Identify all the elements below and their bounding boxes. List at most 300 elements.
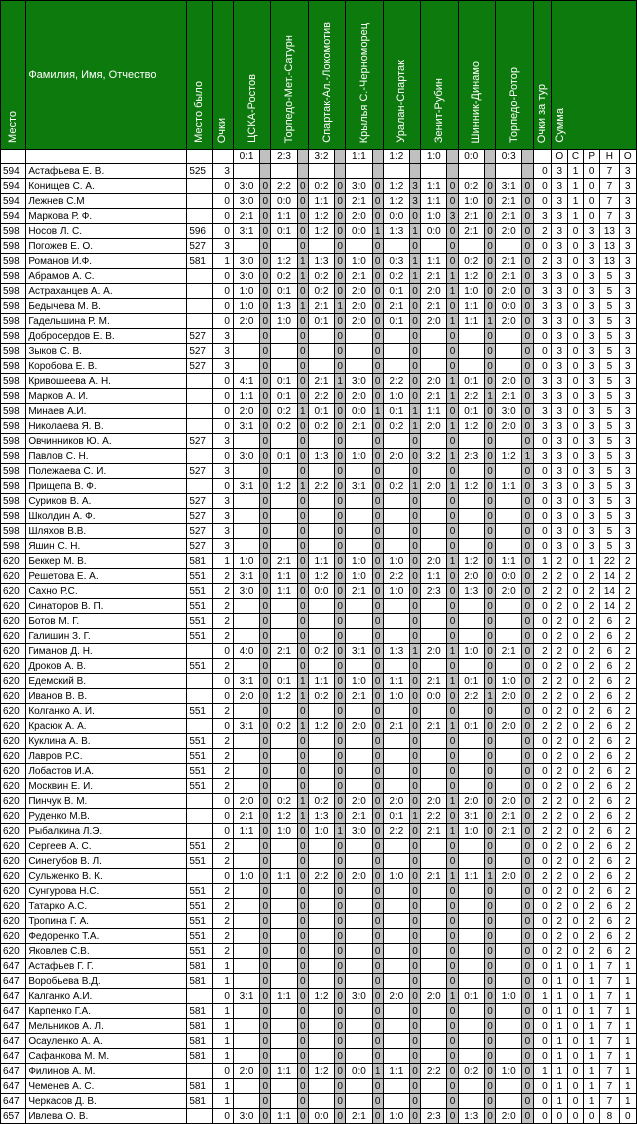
- match-points-cell: 0: [410, 749, 421, 764]
- stat-cell: 0: [567, 1034, 583, 1049]
- match-points-cell: 0: [410, 1094, 421, 1109]
- match-points-cell: 0: [522, 419, 533, 434]
- stat-cell: 0: [567, 1064, 583, 1079]
- place-cell: 598: [1, 434, 26, 449]
- prediction-cell: 0:2: [458, 254, 484, 269]
- stat-cell: 1: [619, 1049, 636, 1064]
- match-points-cell: 0: [297, 359, 308, 374]
- prediction-cell: [383, 1094, 409, 1109]
- match-points-cell: 0: [410, 764, 421, 779]
- prev-place-cell: 527: [187, 539, 212, 554]
- prediction-cell: 2:0: [421, 314, 447, 329]
- prediction-cell: [421, 1034, 447, 1049]
- prediction-cell: [383, 164, 409, 179]
- prediction-cell: 1:1: [271, 1064, 297, 1079]
- name-cell: Овчинников Ю. А.: [26, 434, 187, 449]
- stat-cell: 2: [619, 824, 636, 839]
- prediction-cell: [271, 929, 297, 944]
- prediction-cell: [421, 599, 447, 614]
- stat-cell: 0: [567, 1049, 583, 1064]
- place-cell: 598: [1, 269, 26, 284]
- match-points-cell: 0: [260, 509, 271, 524]
- match-points-cell: 0: [484, 209, 495, 224]
- stat-cell: 3: [619, 539, 636, 554]
- match-points-cell: 0: [410, 389, 421, 404]
- stat-cell: 3: [619, 179, 636, 194]
- prediction-cell: [346, 1079, 372, 1094]
- match-points-cell: 0: [484, 284, 495, 299]
- prediction-cell: 1:1: [458, 314, 484, 329]
- stat-cell: 6: [600, 674, 619, 689]
- prediction-cell: [421, 359, 447, 374]
- points-cell: 2: [212, 584, 233, 599]
- stat-cell: 6: [600, 869, 619, 884]
- place-cell: 620: [1, 689, 26, 704]
- prediction-cell: [233, 914, 259, 929]
- place-cell: 594: [1, 179, 26, 194]
- table-row: [1, 674, 637, 689]
- prediction-cell: 1:2: [271, 689, 297, 704]
- match-points-cell: 0: [260, 389, 271, 404]
- prev-place-cell: 596: [187, 224, 212, 239]
- match-points-cell: 0: [297, 869, 308, 884]
- prediction-cell: 2:0: [496, 1109, 522, 1124]
- match-points-cell: 0: [447, 329, 458, 344]
- stat-cell: 6: [600, 704, 619, 719]
- prediction-cell: 1:0: [346, 674, 372, 689]
- prediction-cell: 3:1: [346, 644, 372, 659]
- match-points-cell: 0: [410, 974, 421, 989]
- stat-cell: 2: [584, 584, 600, 599]
- match-points-cell: 0: [484, 989, 495, 1004]
- prediction-cell: 0:1: [271, 449, 297, 464]
- match-points-cell: 0: [372, 869, 383, 884]
- match-points-cell: 0: [297, 614, 308, 629]
- prediction-cell: [271, 524, 297, 539]
- prediction-cell: [233, 749, 259, 764]
- prev-place-cell: [187, 1064, 212, 1079]
- name-cell: Тропина Г. А.: [26, 914, 187, 929]
- match-points-cell: 0: [335, 869, 346, 884]
- match-points-cell: 0: [484, 194, 495, 209]
- prediction-cell: [496, 884, 522, 899]
- match-points-cell: 0: [484, 404, 495, 419]
- match-points-cell: 0: [522, 929, 533, 944]
- prediction-cell: 1:2: [308, 1064, 334, 1079]
- stat-cell: 3: [551, 539, 567, 554]
- match-points-cell: 0: [260, 1094, 271, 1109]
- prediction-cell: [383, 494, 409, 509]
- place-cell: 620: [1, 854, 26, 869]
- prediction-cell: 2:1: [233, 809, 259, 824]
- stat-cell: 2: [584, 569, 600, 584]
- stat-cell: 2: [551, 569, 567, 584]
- prediction-cell: 3:0: [233, 269, 259, 284]
- stat-cell: 0: [584, 1109, 600, 1124]
- stat-cell: 6: [600, 884, 619, 899]
- points-cell: 3: [212, 524, 233, 539]
- prediction-cell: 3:1: [233, 419, 259, 434]
- stat-cell: 0: [567, 809, 583, 824]
- stat-cell: 2: [551, 794, 567, 809]
- prediction-cell: 2:1: [346, 689, 372, 704]
- match-points-cell: 0: [447, 494, 458, 509]
- stat-cell: 0: [567, 329, 583, 344]
- stat-cell: 7: [600, 989, 619, 1004]
- prediction-cell: [458, 959, 484, 974]
- match-points-cell: 0: [447, 1034, 458, 1049]
- stat-cell: 0: [567, 959, 583, 974]
- stat-cell: 0: [584, 194, 600, 209]
- stat-cell: 2: [619, 704, 636, 719]
- place-cell: 620: [1, 914, 26, 929]
- prediction-cell: [271, 764, 297, 779]
- stat-cell: 3: [551, 179, 567, 194]
- place-cell: 620: [1, 629, 26, 644]
- prev-place-cell: 551: [187, 944, 212, 959]
- prediction-cell: 3:1: [233, 224, 259, 239]
- stat-header: Н: [600, 150, 619, 164]
- prediction-cell: 2:0: [346, 869, 372, 884]
- prediction-cell: [458, 734, 484, 749]
- tour-points-cell: 0: [533, 599, 551, 614]
- stat-cell: 1: [551, 1064, 567, 1079]
- name-cell: Татарко А.С.: [26, 899, 187, 914]
- prediction-cell: [346, 914, 372, 929]
- tour-points-cell: 3: [533, 404, 551, 419]
- match-points-cell: 0: [522, 599, 533, 614]
- prediction-cell: [346, 1049, 372, 1064]
- prediction-cell: 2:0: [346, 389, 372, 404]
- match-points-cell: 0: [297, 464, 308, 479]
- stat-cell: 3: [551, 434, 567, 449]
- match-points-cell: 0: [260, 629, 271, 644]
- match-points-cell: 0: [260, 1049, 271, 1064]
- prediction-cell: [421, 239, 447, 254]
- prediction-cell: [308, 434, 334, 449]
- match-points-cell: 0: [372, 389, 383, 404]
- prediction-cell: [421, 629, 447, 644]
- prediction-cell: 1:1: [271, 569, 297, 584]
- match-points-cell: 0: [297, 224, 308, 239]
- prediction-cell: [271, 974, 297, 989]
- place-cell: 620: [1, 779, 26, 794]
- prediction-cell: 2:1: [383, 719, 409, 734]
- stat-cell: 2: [619, 944, 636, 959]
- prediction-cell: [421, 1094, 447, 1109]
- prediction-cell: 1:0: [346, 449, 372, 464]
- prev-place-cell: [187, 209, 212, 224]
- match-points-cell: 0: [297, 1109, 308, 1124]
- place-cell: 647: [1, 974, 26, 989]
- stat-cell: 3: [551, 389, 567, 404]
- match-points-cell: 0: [260, 209, 271, 224]
- stat-cell: 3: [619, 374, 636, 389]
- place-cell: 598: [1, 284, 26, 299]
- table-row: [1, 824, 637, 839]
- name-cell: Яковлев С.В.: [26, 944, 187, 959]
- match-points-cell: 0: [372, 524, 383, 539]
- actual-score: 1:0: [421, 150, 447, 164]
- match-points-cell: 0: [260, 719, 271, 734]
- prediction-cell: 1:2: [271, 254, 297, 269]
- stat-cell: 1: [619, 1094, 636, 1109]
- prediction-cell: 1:0: [421, 209, 447, 224]
- stat-cell: 5: [600, 464, 619, 479]
- match-points-cell: 0: [372, 824, 383, 839]
- stat-cell: 5: [600, 329, 619, 344]
- prediction-cell: [421, 884, 447, 899]
- stat-cell: 2: [551, 659, 567, 674]
- match-points-cell: 0: [335, 509, 346, 524]
- stat-cell: 6: [600, 839, 619, 854]
- stat-cell: 2: [584, 644, 600, 659]
- points-cell: 3: [212, 329, 233, 344]
- match-points-cell: 1: [447, 989, 458, 1004]
- prediction-cell: 2:3: [458, 449, 484, 464]
- header-match-3: Спартак-Ал.-Локомотив: [308, 1, 345, 150]
- prediction-cell: 1:0: [496, 989, 522, 1004]
- match-points-cell: 0: [372, 329, 383, 344]
- name-cell: Руденко М.В.: [26, 809, 187, 824]
- prediction-cell: 1:0: [233, 299, 259, 314]
- prediction-cell: 0:1: [458, 374, 484, 389]
- tour-points-cell: 0: [533, 764, 551, 779]
- stat-cell: 1: [619, 1034, 636, 1049]
- tour-points-cell: 0: [533, 164, 551, 179]
- match-points-cell: 0: [484, 794, 495, 809]
- prediction-cell: [346, 839, 372, 854]
- stat-cell: 0: [551, 1109, 567, 1124]
- prediction-cell: 3:0: [233, 1109, 259, 1124]
- stat-cell: 5: [600, 269, 619, 284]
- stat-cell: 2: [619, 884, 636, 899]
- prediction-cell: 2:1: [346, 809, 372, 824]
- prediction-cell: [308, 509, 334, 524]
- actual-score: 3:2: [308, 150, 334, 164]
- match-points-cell: 0: [260, 419, 271, 434]
- stat-cell: 3: [584, 344, 600, 359]
- stat-cell: 1: [584, 959, 600, 974]
- stat-cell: 2: [584, 689, 600, 704]
- match-points-cell: 0: [522, 944, 533, 959]
- stat-cell: 0: [567, 554, 583, 569]
- match-points-cell: 0: [260, 794, 271, 809]
- match-points-cell: 0: [447, 659, 458, 674]
- stat-cell: 7: [600, 974, 619, 989]
- stat-cell: 7: [600, 164, 619, 179]
- prediction-cell: [308, 539, 334, 554]
- place-cell: 620: [1, 809, 26, 824]
- prediction-cell: 1:0: [383, 554, 409, 569]
- stat-cell: 3: [619, 449, 636, 464]
- stat-cell: 0: [567, 314, 583, 329]
- stat-cell: 2: [619, 794, 636, 809]
- table-row: [1, 719, 637, 734]
- prediction-cell: 2:0: [346, 284, 372, 299]
- tour-points-cell: 2: [533, 824, 551, 839]
- prediction-cell: [496, 959, 522, 974]
- prediction-cell: [308, 764, 334, 779]
- prediction-cell: [271, 629, 297, 644]
- header-match-2: Торпедо-Мет.-Сатурн: [271, 1, 308, 150]
- prediction-cell: [308, 344, 334, 359]
- prediction-cell: 2:1: [346, 269, 372, 284]
- match-points-cell: 1: [410, 419, 421, 434]
- match-points-cell: 0: [260, 779, 271, 794]
- points-cell: 2: [212, 659, 233, 674]
- prediction-cell: [421, 764, 447, 779]
- place-cell: 620: [1, 704, 26, 719]
- stat-cell: 1: [584, 1064, 600, 1079]
- prediction-cell: [383, 839, 409, 854]
- name-cell: Дроков А. В.: [26, 659, 187, 674]
- prediction-cell: [421, 959, 447, 974]
- stat-cell: 13: [600, 224, 619, 239]
- stat-cell: 3: [551, 479, 567, 494]
- points-cell: 0: [212, 224, 233, 239]
- prediction-cell: [458, 929, 484, 944]
- header-match-4: Крылья С.-Черноморец: [346, 1, 383, 150]
- match-points-cell: 0: [372, 839, 383, 854]
- stat-cell: 1: [584, 554, 600, 569]
- prediction-cell: 1:3: [271, 299, 297, 314]
- prev-place-cell: [187, 284, 212, 299]
- tour-points-cell: 0: [533, 1004, 551, 1019]
- points-cell: 0: [212, 674, 233, 689]
- prediction-cell: 1:0: [383, 584, 409, 599]
- match-points-cell: 0: [372, 884, 383, 899]
- prediction-cell: [308, 629, 334, 644]
- stat-cell: 3: [551, 419, 567, 434]
- match-points-cell: 0: [410, 779, 421, 794]
- header-sum: Сумма: [551, 1, 636, 150]
- match-points-cell: 0: [372, 254, 383, 269]
- match-points-cell: 0: [372, 974, 383, 989]
- prediction-cell: 1:0: [233, 869, 259, 884]
- place-cell: 620: [1, 899, 26, 914]
- match-points-cell: 0: [260, 959, 271, 974]
- prev-place-cell: 581: [187, 974, 212, 989]
- prev-place-cell: 551: [187, 659, 212, 674]
- prev-place-cell: 527: [187, 509, 212, 524]
- table-row: [1, 614, 637, 629]
- stat-cell: 3: [619, 299, 636, 314]
- prediction-cell: 1:1: [308, 194, 334, 209]
- table-row: [1, 914, 637, 929]
- place-cell: 594: [1, 209, 26, 224]
- match-points-cell: 0: [372, 479, 383, 494]
- prediction-cell: [346, 329, 372, 344]
- stat-cell: 6: [600, 719, 619, 734]
- stat-cell: 2: [619, 659, 636, 674]
- prediction-cell: 0:2: [308, 419, 334, 434]
- match-points-cell: 0: [335, 854, 346, 869]
- prediction-cell: [421, 734, 447, 749]
- stat-cell: 2: [584, 599, 600, 614]
- points-cell: 1: [212, 1019, 233, 1034]
- stat-cell: 3: [584, 524, 600, 539]
- match-points-cell: 0: [447, 944, 458, 959]
- match-points-cell: 0: [410, 824, 421, 839]
- match-points-cell: 0: [522, 704, 533, 719]
- name-cell: Воробьева В.Д.: [26, 974, 187, 989]
- header-name: Фамилия, Имя, Отчество: [26, 1, 187, 150]
- match-points-cell: 0: [260, 539, 271, 554]
- match-points-cell: 1: [297, 299, 308, 314]
- prediction-cell: 2:2: [383, 824, 409, 839]
- prev-place-cell: 581: [187, 1019, 212, 1034]
- prediction-cell: 1:0: [346, 254, 372, 269]
- stat-cell: 2: [584, 674, 600, 689]
- prediction-cell: 3:0: [346, 179, 372, 194]
- stat-cell: 0: [567, 899, 583, 914]
- match-points-cell: [410, 164, 421, 179]
- prev-place-cell: 527: [187, 434, 212, 449]
- stat-cell: 2: [551, 854, 567, 869]
- stat-cell: 3: [584, 269, 600, 284]
- match-points-cell: 0: [410, 1019, 421, 1034]
- prediction-cell: 2:1: [308, 374, 334, 389]
- prev-place-cell: 551: [187, 764, 212, 779]
- stat-cell: 2: [551, 614, 567, 629]
- stat-cell: 0: [567, 479, 583, 494]
- match-points-cell: 0: [260, 944, 271, 959]
- match-points-cell: 0: [260, 1079, 271, 1094]
- match-points-cell: 0: [335, 494, 346, 509]
- prediction-cell: [383, 629, 409, 644]
- prediction-cell: [308, 779, 334, 794]
- stat-cell: 0: [567, 494, 583, 509]
- prediction-cell: [271, 944, 297, 959]
- prediction-cell: 3:0: [496, 404, 522, 419]
- prediction-cell: [383, 359, 409, 374]
- stat-cell: 3: [551, 254, 567, 269]
- table-row: [1, 1049, 637, 1064]
- prediction-cell: [308, 614, 334, 629]
- prediction-cell: [308, 749, 334, 764]
- prev-place-cell: [187, 194, 212, 209]
- match-points-cell: 1: [372, 1064, 383, 1079]
- stat-cell: 3: [551, 299, 567, 314]
- stat-cell: 6: [600, 944, 619, 959]
- match-points-cell: 0: [260, 1019, 271, 1034]
- prediction-cell: 1:0: [496, 1064, 522, 1079]
- table-row: [1, 884, 637, 899]
- prediction-cell: 2:1: [496, 824, 522, 839]
- match-points-cell: 0: [335, 584, 346, 599]
- prediction-cell: [308, 1049, 334, 1064]
- table-row: [1, 224, 637, 239]
- name-cell: Добросердов Е. В.: [26, 329, 187, 344]
- stat-cell: 1: [619, 989, 636, 1004]
- match-points-cell: 0: [372, 314, 383, 329]
- prediction-cell: [496, 854, 522, 869]
- match-points-cell: 0: [335, 569, 346, 584]
- stat-cell: 1: [619, 1004, 636, 1019]
- match-points-cell: 0: [372, 809, 383, 824]
- match-points-cell: 0: [260, 524, 271, 539]
- tour-points-cell: 0: [533, 1079, 551, 1094]
- table-row: [1, 284, 637, 299]
- points-cell: 2: [212, 764, 233, 779]
- match-points-cell: 0: [447, 509, 458, 524]
- place-cell: 620: [1, 794, 26, 809]
- match-points-cell: 0: [372, 284, 383, 299]
- prediction-cell: [233, 929, 259, 944]
- header-match-6: Зенит-Рубин: [421, 1, 458, 150]
- match-points-cell: 0: [522, 404, 533, 419]
